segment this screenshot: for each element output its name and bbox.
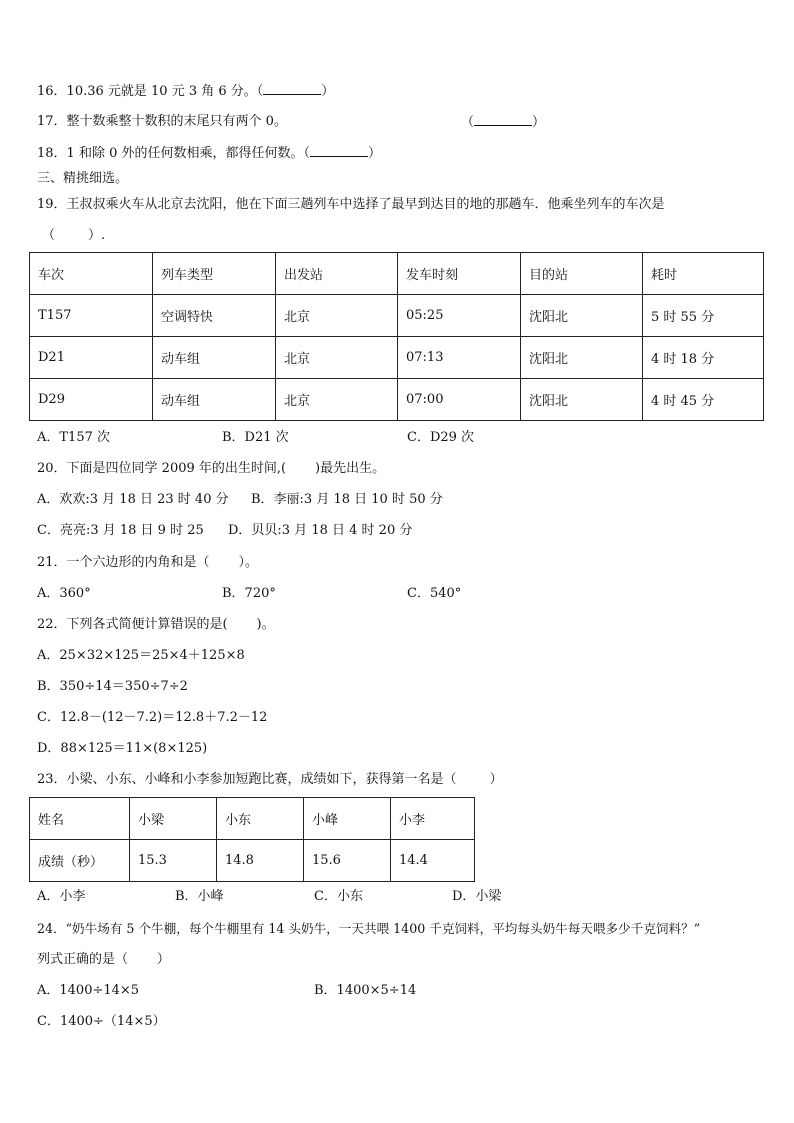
choice-c[interactable]: C．D29 次 — [407, 430, 475, 445]
table-row — [30, 379, 764, 421]
choice-a[interactable]: A．小李 — [37, 889, 86, 904]
question-17 — [37, 113, 287, 131]
table-header-row — [30, 253, 764, 295]
table-cell: D21 — [30, 337, 153, 379]
table-header-row — [30, 798, 475, 840]
table-header-cell: 目的站 — [521, 253, 643, 295]
table-cell: 14.4 — [391, 840, 475, 882]
table-header-cell: 小峰 — [304, 798, 391, 840]
choice-c[interactable]: C．亮亮:3 月 18 日 9 时 25 — [37, 523, 204, 538]
bracket: ） — [532, 115, 546, 130]
question-24-prompt: 列式正确的是（ ） — [37, 952, 170, 967]
table-cell: 北京 — [276, 295, 398, 337]
table-header-cell: 小东 — [217, 798, 304, 840]
answer-blank[interactable] — [263, 82, 321, 95]
table-cell: 15.3 — [130, 840, 217, 882]
table-cell: 15.6 — [304, 840, 391, 882]
choice-c[interactable]: C．540° — [407, 586, 462, 601]
choice-c[interactable]: C．小东 — [314, 889, 363, 904]
choice-a[interactable]: A．欢欢:3 月 18 日 23 时 40 分 — [37, 492, 229, 507]
table-cell: 05:25 — [398, 295, 521, 337]
choice-b[interactable]: B．720° — [222, 586, 276, 601]
bracket: ） — [321, 84, 335, 99]
table-cell: 成绩（秒） — [30, 840, 130, 882]
table-header-cell: 耗时 — [643, 253, 764, 295]
table-cell: 14.8 — [217, 840, 304, 882]
question-21-text: 21．一个六边形的内角和是（ ）。 — [37, 555, 258, 570]
answer-blank[interactable] — [474, 113, 532, 126]
question-16-text: 16．10.36 元就是 10 元 3 角 6 分。（ — [37, 84, 264, 99]
table-row — [30, 840, 475, 882]
question-23-text: 23．小梁、小东、小峰和小李参加短跑比赛，成绩如下，获得第一名是（ ） — [37, 772, 503, 787]
table-header-cell: 出发站 — [276, 253, 398, 295]
table-cell: 沈阳北 — [521, 295, 643, 337]
choice-b[interactable]: B．D21 次 — [222, 430, 289, 445]
choice-c[interactable]: C．12.8－(12－7.2)＝12.8＋7.2－12 — [37, 710, 268, 725]
choice-a[interactable]: A．T157 次 — [37, 430, 111, 445]
table-cell: 07:13 — [398, 337, 521, 379]
answer-blank[interactable] — [310, 144, 368, 157]
table-header-cell: 列车类型 — [153, 253, 276, 295]
question-24-text: 24．“奶牛场有 5 个牛棚，每个牛棚里有 14 头奶牛，一天共喂 1400 千克饲料，平均每头奶牛每天喂多少千克饲料？” — [37, 921, 701, 936]
question-20-text: 20．下面是四位同学 2009 年的出生时间,( )最先出生。 — [37, 461, 386, 476]
table-cell: 沈阳北 — [521, 379, 643, 421]
choice-a[interactable]: A．360° — [37, 586, 91, 601]
table-cell: D29 — [30, 379, 153, 421]
table-cell: 5 时 55 分 — [643, 295, 764, 337]
bracket: （ — [461, 115, 475, 130]
question-18 — [37, 144, 381, 163]
choice-b[interactable]: B．1400×5÷14 — [314, 983, 417, 998]
question-17-text: 17．整十数乘整十数积的末尾只有两个 0。 — [37, 114, 287, 129]
table-cell: T157 — [30, 295, 153, 337]
bracket: ） — [367, 146, 381, 161]
question-19-text: 19．王叔叔乘火车从北京去沈阳，他在下面三趟列车中选择了最早到达目的地的那趟车．他乘坐列车的车次是 — [37, 197, 665, 212]
table-header-cell: 发车时刻 — [398, 253, 521, 295]
choice-a[interactable]: A．1400÷14×5 — [37, 983, 140, 998]
table-cell: 4 时 18 分 — [643, 337, 764, 379]
train-schedule-table — [29, 252, 764, 421]
choice-b[interactable]: B．小峰 — [175, 889, 224, 904]
table-row — [30, 337, 764, 379]
table-cell: 北京 — [276, 379, 398, 421]
choice-b[interactable]: B．李丽:3 月 18 日 10 时 50 分 — [251, 492, 443, 507]
table-header-cell: 小梁 — [130, 798, 217, 840]
question-22-text: 22．下列各式简便计算错误的是( )。 — [37, 617, 275, 632]
table-header-cell: 小李 — [391, 798, 475, 840]
choice-d[interactable]: D．88×125＝11×(8×125) — [37, 741, 208, 756]
choice-a[interactable]: A．25×32×125＝25×4＋125×8 — [37, 648, 245, 663]
table-cell: 空调特快 — [153, 295, 276, 337]
question-19-bracket: （ ）. — [42, 228, 106, 243]
table-row — [30, 295, 764, 337]
table-cell: 07:00 — [398, 379, 521, 421]
section-heading: 三、精挑细选。 — [37, 171, 129, 186]
table-cell: 动车组 — [153, 379, 276, 421]
choice-b[interactable]: B．350÷14＝350÷7÷2 — [37, 679, 188, 694]
table-header-cell: 车次 — [30, 253, 153, 295]
table-cell: 4 时 45 分 — [643, 379, 764, 421]
choice-c[interactable]: C．1400÷（14×5） — [37, 1014, 166, 1029]
table-cell: 沈阳北 — [521, 337, 643, 379]
race-results-table — [29, 797, 475, 882]
question-17-answer — [461, 113, 545, 132]
choice-d[interactable]: D．小梁 — [452, 889, 502, 904]
question-18-text: 18．1 和除 0 外的任何数相乘，都得任何数。（ — [37, 146, 310, 161]
choice-d[interactable]: D．贝贝:3 月 18 日 4 时 20 分 — [228, 523, 413, 538]
table-cell: 北京 — [276, 337, 398, 379]
table-cell: 动车组 — [153, 337, 276, 379]
table-header-cell: 姓名 — [30, 798, 130, 840]
question-16 — [37, 82, 334, 101]
